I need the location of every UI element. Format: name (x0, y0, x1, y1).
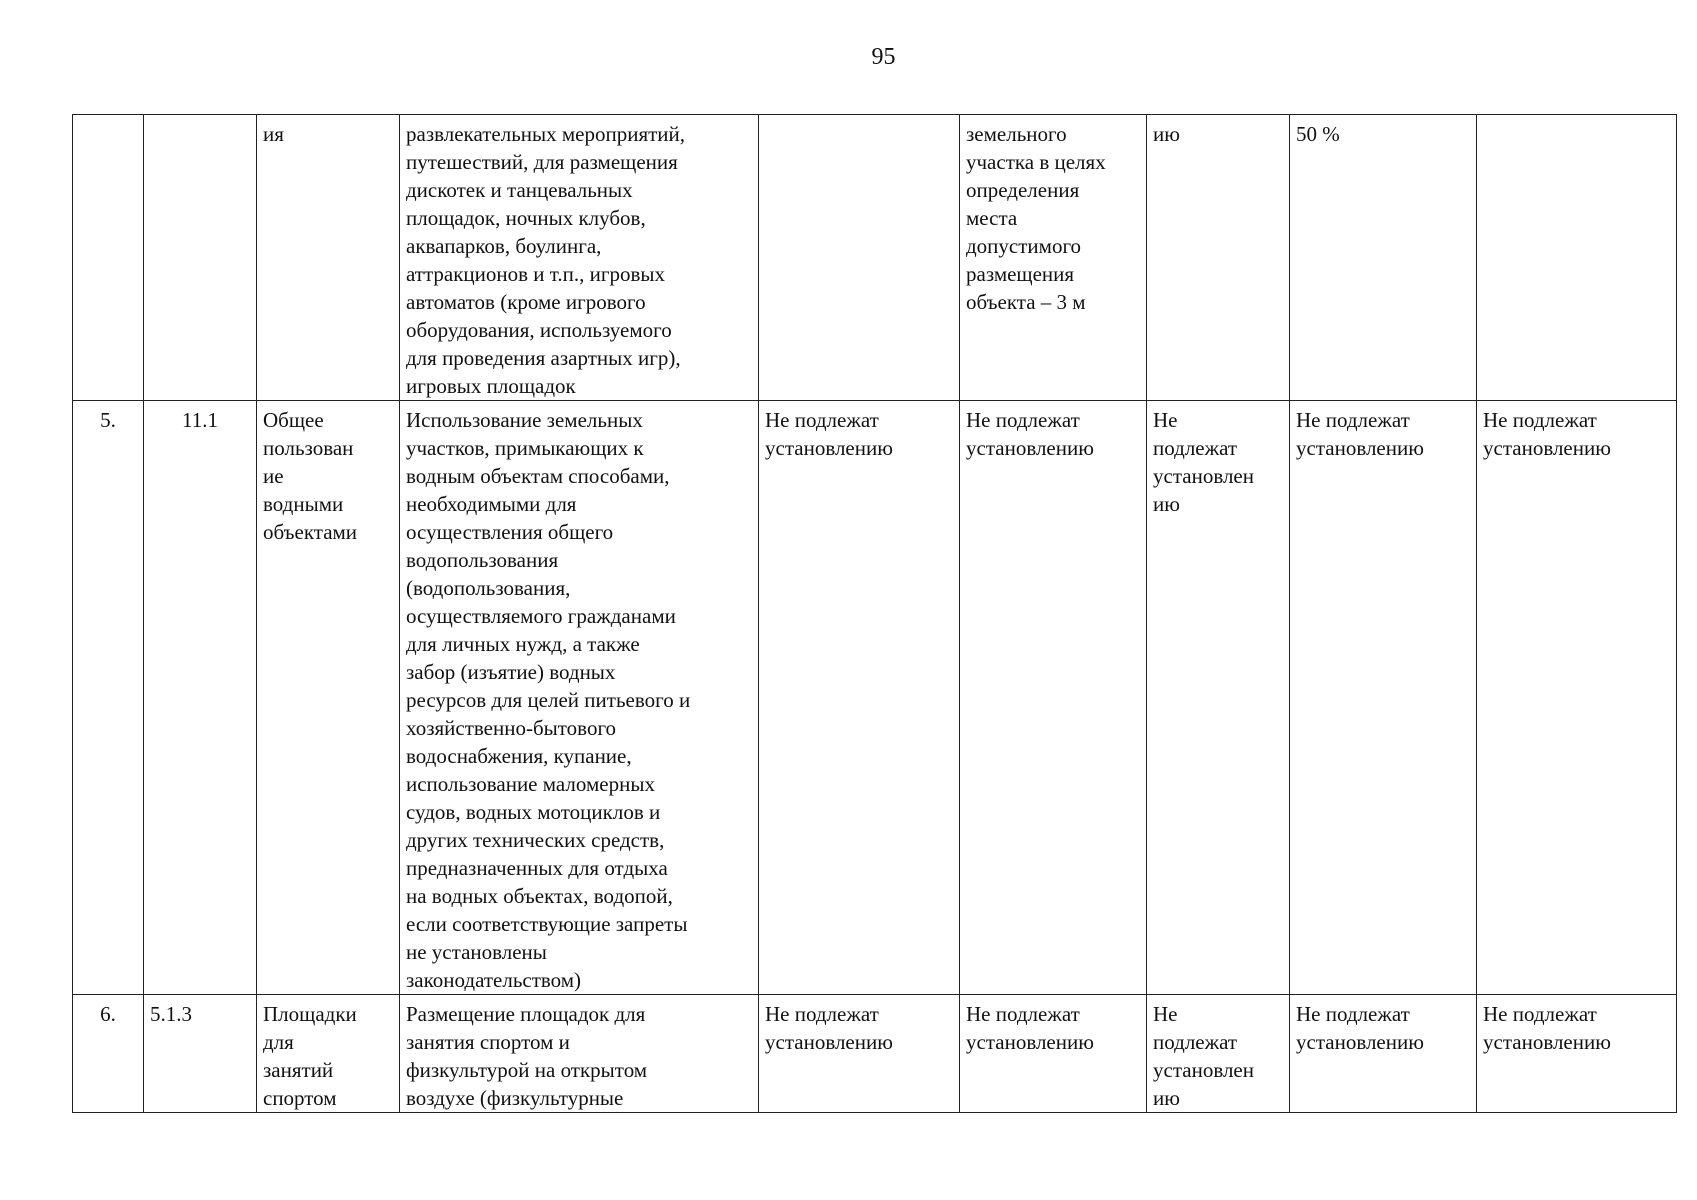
name-cell: ия (257, 115, 400, 401)
description-cell: развлекательных мероприятий, путешествий, для размещения дискотек и танцевальных площадок, ночных клубов, аквапарков, боулинга, аттракционов и т.п., игровых автоматов (кроме игрового оборудования, используемого для проведения азартных игр), игровых площадок (400, 115, 759, 401)
page-number: 95 (871, 44, 896, 70)
param-cell-7: ию (1147, 115, 1290, 401)
description-cell: Размещение площадок для занятия спортом и физкультурой на открытом воздухе (физкультурные (400, 995, 759, 1113)
code-cell (144, 115, 257, 401)
param-cell-7: Не подлежат установлен ию (1147, 995, 1290, 1113)
row-number-cell: 5. (73, 401, 144, 995)
param-cell-9: Не подлежат установлению (1477, 401, 1677, 995)
param-cell-7: Не подлежат установлен ию (1147, 401, 1290, 995)
description-cell: Использование земельных участков, примыкающих к водным объектам способами, необходимыми для осуществления общего водопользования (водопользования, осуществляемого гражданами для личных нужд, а также забор (изъятие) водных ресурсов для целей питьевого и хозяйственно-бытового водоснабжения, купание, использование маломерных судов, водных мотоциклов и других технических средств, предназначенных для отдыха на водных объектах, водопой, если соответствующие запреты не установлены законодательством) (400, 401, 759, 995)
param-cell-6: Не подлежат установлению (960, 995, 1147, 1113)
name-cell: Общее пользован ие водными объектами (257, 401, 400, 995)
param-cell-9 (1477, 115, 1677, 401)
regulations-table (72, 114, 1677, 1113)
table-row (73, 995, 1677, 1113)
param-cell-9: Не подлежат установлению (1477, 995, 1677, 1113)
param-cell-5 (759, 115, 960, 401)
param-cell-5: Не подлежат установлению (759, 995, 960, 1113)
param-cell-8: 50 % (1290, 115, 1477, 401)
code-cell: 11.1 (144, 401, 257, 995)
table-row (73, 115, 1677, 401)
param-cell-8: Не подлежат установлению (1290, 995, 1477, 1113)
code-cell: 5.1.3 (144, 995, 257, 1113)
row-number-cell (73, 115, 144, 401)
param-cell-8: Не подлежат установлению (1290, 401, 1477, 995)
param-cell-5: Не подлежат установлению (759, 401, 960, 995)
name-cell: Площадки для занятий спортом (257, 995, 400, 1113)
param-cell-6: земельного участка в целях определения места допустимого размещения объекта – 3 м (960, 115, 1147, 401)
param-cell-6: Не подлежат установлению (960, 401, 1147, 995)
row-number-cell: 6. (73, 995, 144, 1113)
table-row (73, 401, 1677, 995)
